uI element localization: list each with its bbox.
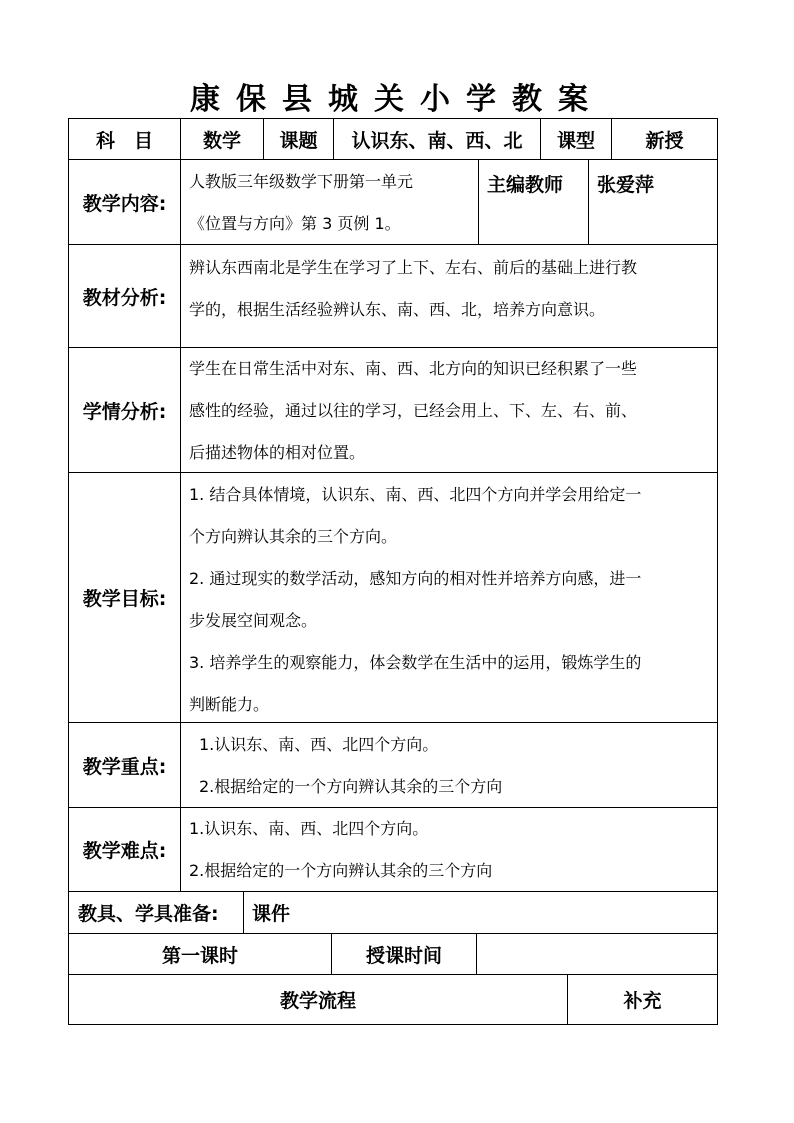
type-label-cell	[540, 118, 612, 160]
textbook-analysis-line: 辨认东西南北是学生在学习了上下、左右、前后的基础上进行教	[189, 258, 638, 277]
student-analysis-label-cell	[68, 347, 181, 473]
difficulties-value-cell	[180, 807, 718, 892]
period-label: 第一课时	[161, 944, 238, 967]
student-analysis-label: 学情分析:	[82, 400, 167, 423]
subject-value: 数学	[202, 129, 241, 152]
content-line-1: 人教版三年级数学下册第一单元	[189, 172, 414, 191]
period-label-cell	[68, 933, 332, 975]
objective-line: 个方向辨认其余的三个方向。	[189, 527, 398, 546]
difficulties-label: 教学难点:	[82, 840, 167, 862]
difficulties-label-cell	[68, 807, 181, 892]
objectives-label: 教学目标:	[82, 588, 167, 610]
key-points-label: 教学重点:	[82, 755, 167, 778]
editor-label-cell	[478, 159, 589, 245]
materials-label-cell	[68, 891, 244, 934]
topic-label-cell	[263, 118, 334, 160]
materials-label: 教具、学具准备:	[78, 903, 219, 925]
content-line-2: 《位置与方向》第 3 页例 1。	[189, 214, 401, 233]
student-analysis-line: 学生在日常生活中对东、南、西、北方向的知识已经积累了一些	[189, 359, 638, 378]
subject-label: 科 目	[95, 129, 153, 152]
key-point-line: 1.认识东、南、西、北四个方向。	[199, 735, 439, 754]
student-analysis-line: 感性的经验，通过以往的学习，已经会用上、下、左、右、前、	[189, 401, 638, 420]
supplement-label-cell	[567, 974, 718, 1025]
subject-label-cell	[68, 118, 181, 160]
time-label: 授课时间	[365, 944, 442, 967]
content-label-cell	[68, 159, 181, 245]
objective-line: 判断能力。	[189, 695, 270, 714]
content-label: 教学内容:	[82, 192, 167, 215]
key-point-line: 2.根据给定的一个方向辨认其余的三个方向	[199, 777, 503, 796]
type-value-cell	[611, 118, 718, 160]
student-analysis-value-cell	[180, 347, 718, 473]
textbook-analysis-line: 学的，根据生活经验辨认东、南、西、北，培养方向意识。	[189, 300, 606, 319]
subject-value-cell	[180, 118, 264, 160]
flow-label-cell	[68, 974, 568, 1025]
document-title: 康保县城关小学教案	[190, 82, 604, 117]
difficulty-line: 2.根据给定的一个方向辨认其余的三个方向	[189, 861, 493, 880]
objectives-value-cell	[180, 472, 718, 723]
materials-value: 课件	[252, 903, 291, 925]
editor-value: 张爱萍	[597, 174, 655, 196]
objective-line: 2. 通过现实的数学活动，感知方向的相对性并培养方向感，进一	[189, 569, 642, 588]
difficulty-line: 1.认识东、南、西、北四个方向。	[189, 819, 429, 838]
objective-line: 1. 结合具体情境，认识东、南、西、北四个方向并学会用给定一	[189, 485, 642, 504]
key-points-label-cell	[68, 722, 181, 808]
editor-value-cell	[588, 159, 718, 245]
objectives-label-cell	[68, 472, 181, 723]
time-label-cell	[331, 933, 477, 975]
supplement-label: 补充	[623, 990, 662, 1012]
objective-line: 步发展空间观念。	[189, 611, 318, 630]
topic-value-cell	[333, 118, 541, 160]
materials-value-cell	[243, 891, 718, 934]
topic-value: 认识东、南、西、北	[351, 129, 523, 152]
textbook-analysis-label-cell	[68, 244, 181, 348]
time-value-cell	[476, 933, 718, 975]
textbook-analysis-value-cell	[180, 244, 718, 348]
objective-line: 3. 培养学生的观察能力，体会数学在生活中的运用，锻炼学生的	[189, 653, 642, 672]
type-label: 课型	[556, 129, 595, 152]
editor-label: 主编教师	[487, 174, 564, 196]
student-analysis-line: 后描述物体的相对位置。	[189, 443, 366, 462]
topic-label: 课题	[279, 129, 318, 152]
textbook-analysis-label: 教材分析:	[82, 286, 167, 309]
content-value-cell	[180, 159, 479, 245]
flow-label: 教学流程	[279, 990, 356, 1012]
key-points-value-cell	[180, 722, 718, 808]
type-value: 新授	[645, 129, 684, 152]
